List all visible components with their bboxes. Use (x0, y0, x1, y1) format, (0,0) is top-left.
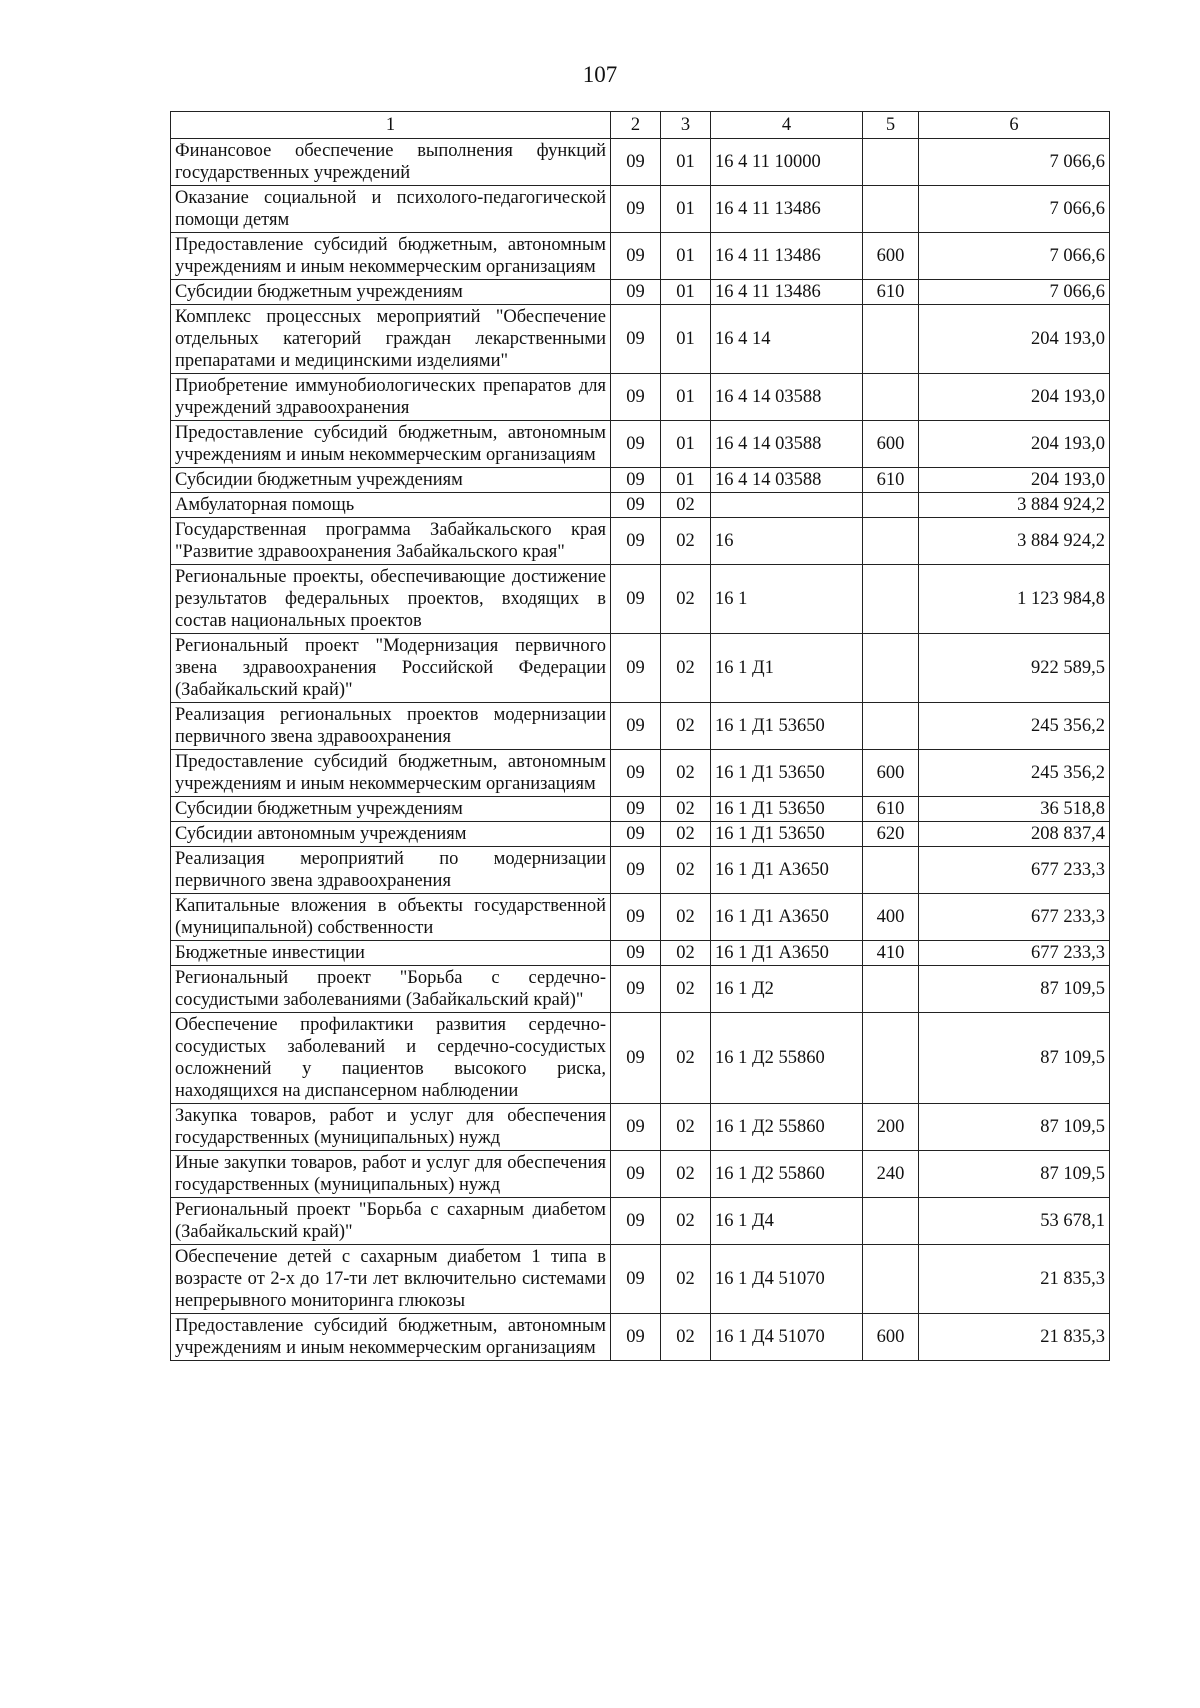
table-row (171, 1104, 1110, 1151)
target-article-code: 16 1 Д4 (711, 1198, 863, 1245)
target-article-code: 16 4 14 03588 (711, 374, 863, 421)
subsection-code: 01 (661, 374, 711, 421)
expense-type-code: 200 (863, 1104, 919, 1151)
subsection-code: 02 (661, 1151, 711, 1198)
section-code: 09 (611, 966, 661, 1013)
column-header: 2 (611, 112, 661, 139)
page-number: 107 (582, 62, 618, 87)
column-header: 6 (919, 112, 1110, 139)
subsection-code: 01 (661, 233, 711, 280)
amount: 87 109,5 (919, 1151, 1110, 1198)
subsection-code: 02 (661, 703, 711, 750)
expense-type-code (863, 703, 919, 750)
expense-type-code: 410 (863, 941, 919, 966)
subsection-code: 02 (661, 1314, 711, 1361)
row-name: Предоставление субсидий бюджетным, автономным учреждениям и иным некоммерческим организациям (171, 750, 611, 797)
expense-type-code: 610 (863, 280, 919, 305)
table-row (171, 374, 1110, 421)
subsection-code: 02 (661, 634, 711, 703)
amount: 87 109,5 (919, 1013, 1110, 1104)
amount: 677 233,3 (919, 894, 1110, 941)
target-article-code: 16 4 11 10000 (711, 139, 863, 186)
row-name: Реализация мероприятий по модернизации первичного звена здравоохранения (171, 847, 611, 894)
amount: 1 123 984,8 (919, 565, 1110, 634)
table-row (171, 518, 1110, 565)
expense-type-code: 600 (863, 750, 919, 797)
table-row (171, 565, 1110, 634)
table-row (171, 493, 1110, 518)
section-code: 09 (611, 634, 661, 703)
target-article-code: 16 1 Д4 51070 (711, 1245, 863, 1314)
expense-type-code (863, 374, 919, 421)
section-code: 09 (611, 305, 661, 374)
table-row (171, 1198, 1110, 1245)
amount: 204 193,0 (919, 374, 1110, 421)
amount: 7 066,6 (919, 233, 1110, 280)
row-name: Субсидии бюджетным учреждениям (171, 797, 611, 822)
target-article-code: 16 4 11 13486 (711, 280, 863, 305)
column-header: 4 (711, 112, 863, 139)
expense-type-code: 600 (863, 421, 919, 468)
section-code: 09 (611, 941, 661, 966)
target-article-code: 16 1 (711, 565, 863, 634)
row-name: Государственная программа Забайкальского края "Развитие здравоохранения Забайкальского края" (171, 518, 611, 565)
table-row (171, 305, 1110, 374)
subsection-code: 02 (661, 894, 711, 941)
expense-type-code: 600 (863, 233, 919, 280)
row-name: Субсидии бюджетным учреждениям (171, 280, 611, 305)
target-article-code: 16 1 Д2 55860 (711, 1104, 863, 1151)
section-code: 09 (611, 847, 661, 894)
table-body (171, 139, 1110, 1361)
section-code: 09 (611, 374, 661, 421)
amount: 7 066,6 (919, 186, 1110, 233)
table-row (171, 139, 1110, 186)
section-code: 09 (611, 1314, 661, 1361)
section-code: 09 (611, 421, 661, 468)
table-row (171, 186, 1110, 233)
table-row (171, 233, 1110, 280)
target-article-code: 16 1 Д1 53650 (711, 822, 863, 847)
expense-type-code: 610 (863, 468, 919, 493)
expense-type-code: 400 (863, 894, 919, 941)
table-row (171, 750, 1110, 797)
expense-type-code (863, 1198, 919, 1245)
column-header: 5 (863, 112, 919, 139)
target-article-code: 16 1 Д1 А3650 (711, 941, 863, 966)
subsection-code: 01 (661, 421, 711, 468)
row-name: Региональный проект "Модернизация первичного звена здравоохранения Российской Федерации (Забайкальский край)" (171, 634, 611, 703)
section-code: 09 (611, 233, 661, 280)
subsection-code: 02 (661, 941, 711, 966)
amount: 7 066,6 (919, 139, 1110, 186)
expense-type-code: 600 (863, 1314, 919, 1361)
row-name: Субсидии автономным учреждениям (171, 822, 611, 847)
target-article-code: 16 1 Д1 А3650 (711, 894, 863, 941)
row-name: Предоставление субсидий бюджетным, автономным учреждениям и иным некоммерческим организациям (171, 421, 611, 468)
amount: 3 884 924,2 (919, 493, 1110, 518)
amount: 7 066,6 (919, 280, 1110, 305)
row-name: Региональные проекты, обеспечивающие достижение результатов федеральных проектов, входящих в состав национальных проектов (171, 565, 611, 634)
table-row (171, 634, 1110, 703)
section-code: 09 (611, 1151, 661, 1198)
row-name: Субсидии бюджетным учреждениям (171, 468, 611, 493)
subsection-code: 02 (661, 1198, 711, 1245)
row-name: Предоставление субсидий бюджетным, автономным учреждениям и иным некоммерческим организациям (171, 1314, 611, 1361)
row-name: Иные закупки товаров, работ и услуг для обеспечения государственных (муниципальных) нужд (171, 1151, 611, 1198)
row-name: Бюджетные инвестиции (171, 941, 611, 966)
row-name: Обеспечение профилактики развития сердечно-сосудистых заболеваний и сердечно-сосудистых осложнений у пациентов высокого риска, находящихся на диспансерном наблюдении (171, 1013, 611, 1104)
amount: 204 193,0 (919, 468, 1110, 493)
section-code: 09 (611, 1104, 661, 1151)
section-code: 09 (611, 750, 661, 797)
table-row (171, 822, 1110, 847)
section-code: 09 (611, 1013, 661, 1104)
expense-type-code (863, 305, 919, 374)
target-article-code: 16 1 Д1 53650 (711, 750, 863, 797)
row-name: Приобретение иммунобиологических препаратов для учреждений здравоохранения (171, 374, 611, 421)
target-article-code: 16 1 Д4 51070 (711, 1314, 863, 1361)
column-header: 3 (661, 112, 711, 139)
budget-table (170, 111, 1110, 1361)
row-name: Обеспечение детей с сахарным диабетом 1 типа в возрасте от 2-х до 17-ти лет включительно системами непрерывного мониторинга глюкозы (171, 1245, 611, 1314)
target-article-code: 16 4 14 03588 (711, 468, 863, 493)
expense-type-code: 240 (863, 1151, 919, 1198)
section-code: 09 (611, 518, 661, 565)
subsection-code: 02 (661, 1013, 711, 1104)
subsection-code: 01 (661, 280, 711, 305)
subsection-code: 01 (661, 468, 711, 493)
section-code: 09 (611, 797, 661, 822)
expense-type-code (863, 518, 919, 565)
table-row (171, 894, 1110, 941)
amount: 21 835,3 (919, 1245, 1110, 1314)
subsection-code: 02 (661, 750, 711, 797)
table-row (171, 847, 1110, 894)
row-name: Оказание социальной и психолого-педагогической помощи детям (171, 186, 611, 233)
expense-type-code (863, 634, 919, 703)
amount: 245 356,2 (919, 703, 1110, 750)
target-article-code: 16 1 Д2 55860 (711, 1151, 863, 1198)
target-article-code: 16 4 14 03588 (711, 421, 863, 468)
table-row (171, 1245, 1110, 1314)
amount: 36 518,8 (919, 797, 1110, 822)
target-article-code: 16 4 11 13486 (711, 186, 863, 233)
target-article-code: 16 4 14 (711, 305, 863, 374)
amount: 208 837,4 (919, 822, 1110, 847)
target-article-code: 16 (711, 518, 863, 565)
target-article-code: 16 1 Д1 А3650 (711, 847, 863, 894)
expense-type-code (863, 1013, 919, 1104)
table-row (171, 941, 1110, 966)
section-code: 09 (611, 703, 661, 750)
row-name: Комплекс процессных мероприятий "Обеспечение отдельных категорий граждан лекарственными препаратами и медицинскими изделиями" (171, 305, 611, 374)
table-row (171, 1151, 1110, 1198)
row-name: Закупка товаров, работ и услуг для обеспечения государственных (муниципальных) нужд (171, 1104, 611, 1151)
section-code: 09 (611, 468, 661, 493)
amount: 87 109,5 (919, 966, 1110, 1013)
section-code: 09 (611, 280, 661, 305)
expense-type-code (863, 565, 919, 634)
target-article-code: 16 1 Д2 (711, 966, 863, 1013)
subsection-code: 02 (661, 1245, 711, 1314)
amount: 204 193,0 (919, 305, 1110, 374)
row-name: Капитальные вложения в объекты государственной (муниципальной) собственности (171, 894, 611, 941)
table-row (171, 468, 1110, 493)
section-code: 09 (611, 1245, 661, 1314)
target-article-code: 16 1 Д1 53650 (711, 797, 863, 822)
table-row (171, 1314, 1110, 1361)
section-code: 09 (611, 1198, 661, 1245)
amount: 204 193,0 (919, 421, 1110, 468)
row-name: Амбулаторная помощь (171, 493, 611, 518)
amount: 245 356,2 (919, 750, 1110, 797)
amount: 3 884 924,2 (919, 518, 1110, 565)
section-code: 09 (611, 139, 661, 186)
table-row (171, 797, 1110, 822)
section-code: 09 (611, 186, 661, 233)
row-name: Региональный проект "Борьба с сахарным диабетом (Забайкальский край)" (171, 1198, 611, 1245)
section-code: 09 (611, 822, 661, 847)
expense-type-code (863, 186, 919, 233)
subsection-code: 01 (661, 305, 711, 374)
target-article-code: 16 1 Д2 55860 (711, 1013, 863, 1104)
target-article-code: 16 4 11 13486 (711, 233, 863, 280)
expense-type-code (863, 493, 919, 518)
expense-type-code: 610 (863, 797, 919, 822)
subsection-code: 02 (661, 518, 711, 565)
row-name: Предоставление субсидий бюджетным, автономным учреждениям и иным некоммерческим организациям (171, 233, 611, 280)
subsection-code: 02 (661, 966, 711, 1013)
table-row (171, 966, 1110, 1013)
column-header: 1 (171, 112, 611, 139)
table-row (171, 421, 1110, 468)
subsection-code: 01 (661, 186, 711, 233)
section-code: 09 (611, 894, 661, 941)
expense-type-code (863, 966, 919, 1013)
row-name: Реализация региональных проектов модернизации первичного звена здравоохранения (171, 703, 611, 750)
amount: 87 109,5 (919, 1104, 1110, 1151)
section-code: 09 (611, 565, 661, 634)
expense-type-code (863, 847, 919, 894)
table-row (171, 280, 1110, 305)
amount: 53 678,1 (919, 1198, 1110, 1245)
amount: 922 589,5 (919, 634, 1110, 703)
subsection-code: 01 (661, 139, 711, 186)
subsection-code: 02 (661, 493, 711, 518)
expense-type-code (863, 139, 919, 186)
section-code: 09 (611, 493, 661, 518)
table-row (171, 703, 1110, 750)
expense-type-code: 620 (863, 822, 919, 847)
subsection-code: 02 (661, 822, 711, 847)
target-article-code: 16 1 Д1 53650 (711, 703, 863, 750)
row-name: Региональный проект "Борьба с сердечно-сосудистыми заболеваниями (Забайкальский край)" (171, 966, 611, 1013)
table-row (171, 1013, 1110, 1104)
subsection-code: 02 (661, 797, 711, 822)
subsection-code: 02 (661, 847, 711, 894)
subsection-code: 02 (661, 565, 711, 634)
target-article-code: 16 1 Д1 (711, 634, 863, 703)
amount: 21 835,3 (919, 1314, 1110, 1361)
target-article-code (711, 493, 863, 518)
row-name: Финансовое обеспечение выполнения функций государственных учреждений (171, 139, 611, 186)
amount: 677 233,3 (919, 941, 1110, 966)
amount: 677 233,3 (919, 847, 1110, 894)
expense-type-code (863, 1245, 919, 1314)
header-row (171, 112, 1110, 139)
subsection-code: 02 (661, 1104, 711, 1151)
